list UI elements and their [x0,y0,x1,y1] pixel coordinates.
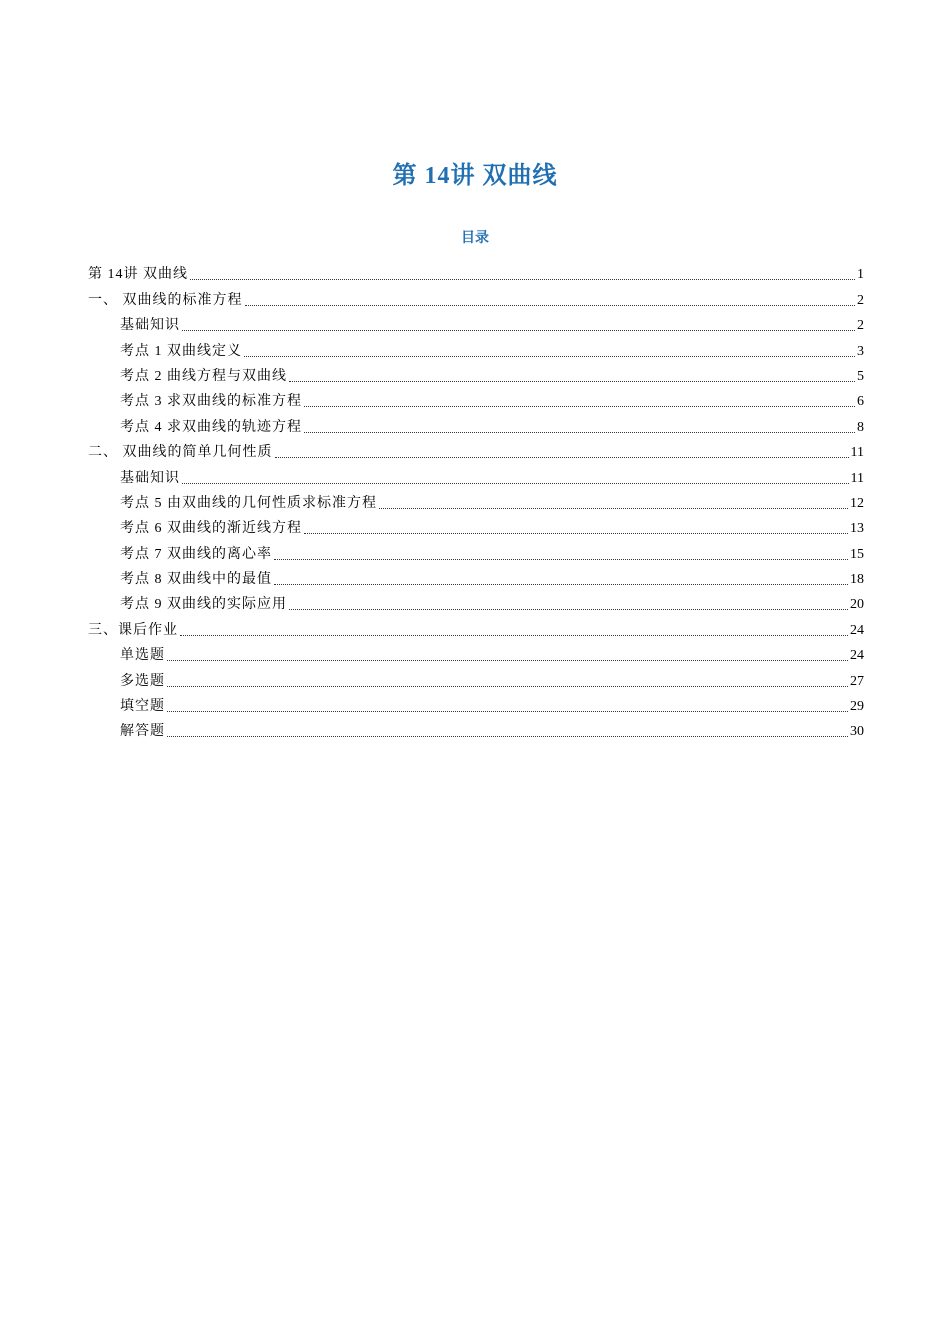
toc-entry-label: 单选题 [120,648,165,664]
toc-entry-page: 8 [857,419,864,435]
toc-entry-page: 30 [850,724,864,740]
toc-entry-page: 2 [857,292,864,308]
toc-entry-label: 填空题 [120,699,165,715]
toc-entry-label: 二、 双曲线的简单几何性质 [88,445,273,461]
toc-leader-dots [274,583,848,585]
toc-leader-dots [304,431,855,433]
toc-entry-page: 13 [850,521,864,537]
toc-entry-label: 考点 4 求双曲线的轨迹方程 [120,419,302,435]
toc-entry-label: 解答题 [120,724,165,740]
toc-entry-page: 24 [850,622,864,638]
toc-entry[interactable] [88,516,864,541]
toc-entry[interactable] [88,491,864,516]
toc-leader-dots [379,507,848,509]
toc-entry[interactable] [88,694,864,719]
toc-leader-dots [304,532,848,534]
toc-leader-dots [304,405,855,407]
toc-leader-dots [182,329,855,331]
toc-entry[interactable] [88,414,864,439]
toc-entry-page: 11 [850,445,864,461]
toc-leader-dots [190,278,855,280]
toc-entry[interactable] [88,287,864,312]
toc-leader-dots [167,685,848,687]
toc-heading: 目录 [461,231,489,246]
toc-entry-page: 29 [850,699,864,715]
toc-entry-label: 三、课后作业 [88,622,178,638]
toc-entry-label: 考点 8 双曲线中的最值 [120,572,272,588]
toc-entry[interactable] [88,617,864,642]
table-of-contents [88,262,864,744]
toc-entry[interactable] [88,440,864,465]
toc-leader-dots [167,710,848,712]
toc-entry-page: 3 [857,343,864,359]
toc-leader-dots [244,355,855,357]
toc-entry-label: 考点 9 双曲线的实际应用 [120,597,287,613]
toc-entry-page: 18 [850,572,864,588]
toc-entry-label: 考点 1 双曲线定义 [120,343,242,359]
toc-entry-page: 2 [857,318,864,334]
toc-leader-dots [182,482,849,484]
toc-entry-label: 考点 7 双曲线的离心率 [120,546,272,562]
toc-leader-dots [289,380,855,382]
toc-entry-page: 15 [850,546,864,562]
toc-entry[interactable] [88,668,864,693]
toc-entry[interactable] [88,592,864,617]
toc-leader-dots [180,634,848,636]
toc-leader-dots [274,558,848,560]
toc-entry-page: 11 [850,470,864,486]
toc-entry-label: 考点 5 由双曲线的几何性质求标准方程 [120,495,377,511]
toc-entry-page: 20 [850,597,864,613]
toc-entry-label: 考点 2 曲线方程与双曲线 [120,368,287,384]
toc-entry[interactable] [88,338,864,363]
toc-leader-dots [289,608,848,610]
toc-entry[interactable] [88,567,864,592]
toc-entry-label: 考点 6 双曲线的渐近线方程 [120,521,302,537]
toc-entry-label: 多选题 [120,673,165,689]
toc-entry[interactable] [88,719,864,744]
toc-leader-dots [167,659,848,661]
toc-entry-page: 6 [857,394,864,410]
toc-entry[interactable] [88,364,864,389]
toc-entry-page: 1 [857,267,864,283]
toc-entry-label: 考点 3 求双曲线的标准方程 [120,394,302,410]
toc-entry-page: 24 [850,648,864,664]
toc-entry-page: 12 [850,495,864,511]
toc-leader-dots [167,735,848,737]
toc-entry[interactable] [88,541,864,566]
toc-entry-label: 第 14讲 双曲线 [88,267,188,283]
toc-entry-page: 5 [857,368,864,384]
toc-leader-dots [275,456,849,458]
page-title: 第 14讲 双曲线 [392,163,558,190]
toc-entry-label: 一、 双曲线的标准方程 [88,292,243,308]
toc-entry-label: 基础知识 [120,318,180,334]
toc-entry[interactable] [88,465,864,490]
toc-entry-label: 基础知识 [120,470,180,486]
toc-entry[interactable] [88,389,864,414]
toc-leader-dots [245,304,856,306]
toc-entry-page: 27 [850,673,864,689]
toc-entry[interactable] [88,313,864,338]
toc-entry[interactable] [88,643,864,668]
toc-entry[interactable] [88,262,864,287]
